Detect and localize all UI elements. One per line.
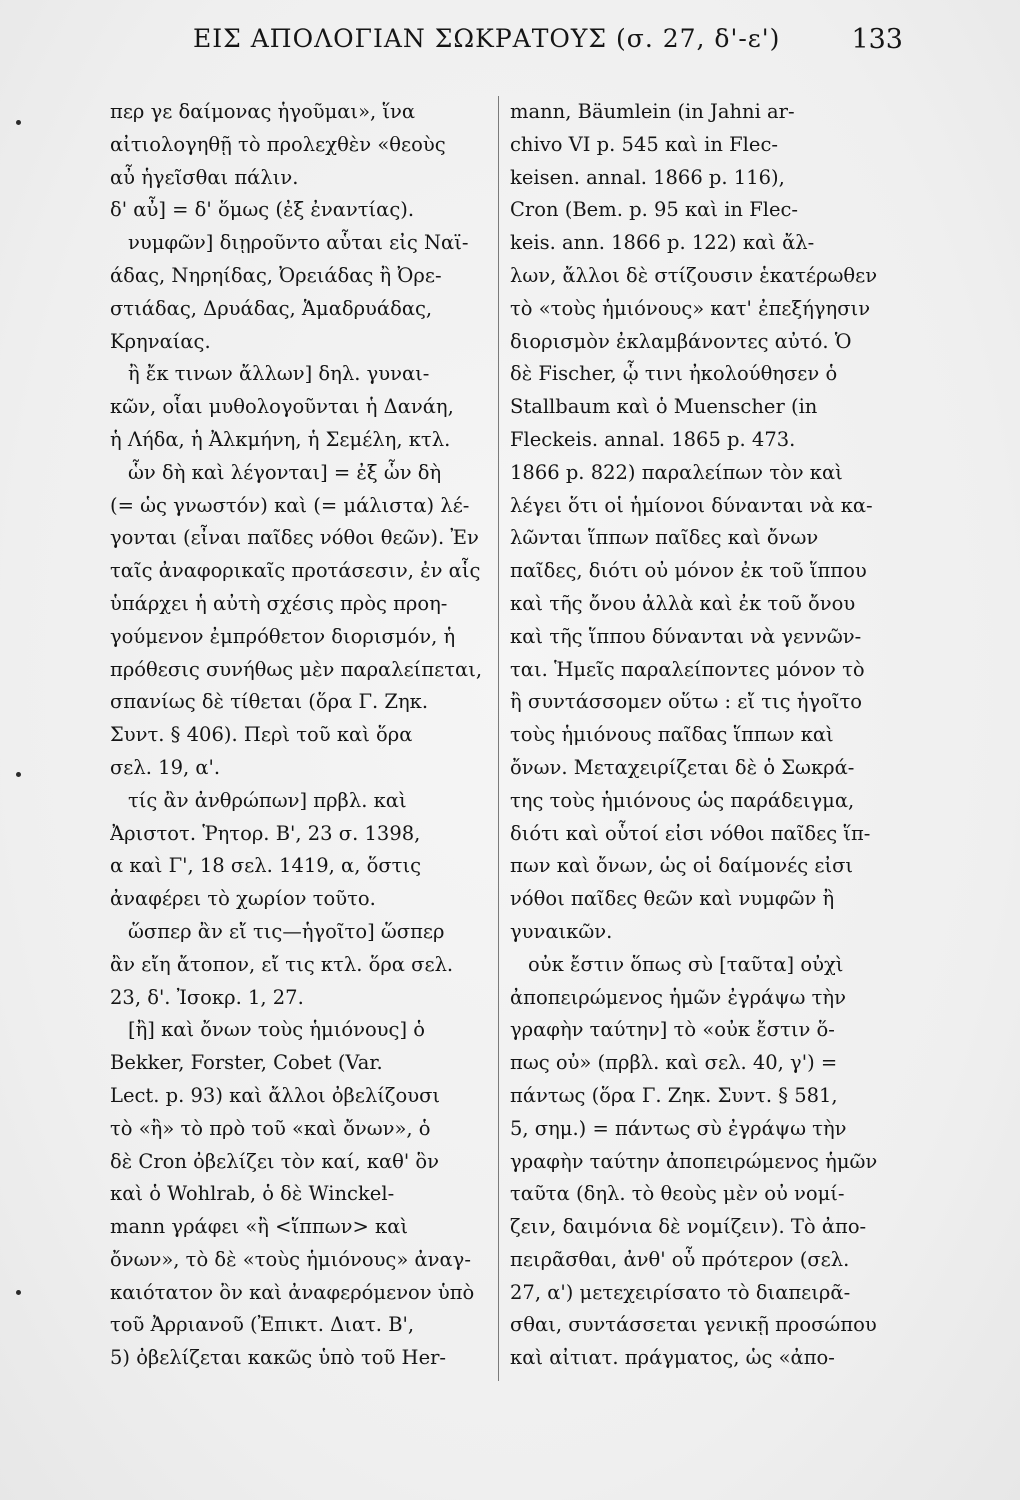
text-line: ὧν δὴ καὶ λέγονται] = ἐξ ὧν δὴ [128,460,442,484]
page-header [193,24,903,58]
text-line: ταῦτα (δηλ. τὸ θεοὺς μὲν οὐ νομί- [510,1182,845,1206]
text-line: σπανίως δὲ τίθεται (ὅρα Γ. Ζηκ. [110,690,429,714]
page-number: 133 [851,24,903,55]
text-line: λέγει ὅτι οἱ ἡμίονοι δύνανται νὰ κα- [510,493,873,517]
text-line: παῖδες, διότι οὐ μόνον ἐκ τοῦ ἵππου [510,559,867,583]
text-line: mann γράφει «ἢ <ἵππων> καὶ [110,1215,409,1239]
text-line: άδας, Νηρηίδας, Ὀρειάδας ἢ Ὀρε- [110,263,442,287]
text-line: γραφὴν ταύτην] τὸ «οὐκ ἔστιν ὅ- [510,1018,835,1042]
text-line: καὶ ὁ Wohlrab, ὁ δὲ Winckel- [110,1182,395,1206]
text-line: ἢ ἔκ τινων ἄλλων] δηλ. γυναι- [128,362,430,386]
text-line: ὄνων», τὸ δὲ «τοὺς ἡμιόνους» ἀναγ- [110,1247,471,1271]
column-divider [498,96,499,1381]
text-line: 1866 p. 822) παραλείπων τὸν καὶ [510,460,843,484]
text-line: αἰτιολογηθῇ τὸ προλεχθὲν «θεοὺς [110,132,446,156]
text-line: τίς ἂν ἀνθρώπων] πρβλ. καὶ [128,788,407,812]
text-line: Stallbaum καὶ ὁ Muenscher (in [510,395,818,419]
text-line: γυναικῶν. [510,919,613,943]
text-line: ἂν εἴη ἄτοπον, εἴ τις κτλ. ὅρα σελ. [110,952,454,976]
text-line: 27, α') μετεχειρίσατο τὸ διαπειρᾶ- [510,1280,851,1304]
text-line: πειρᾶσθαι, ἀνθ' οὗ πρότερον (σελ. [510,1247,850,1271]
text-line: 23, δ'. Ἰσοκρ. 1, 27. [110,985,304,1009]
text-line: Cron (Bem. p. 95 καὶ in Flec- [510,198,799,222]
text-line: ἡ Λήδα, ἡ Ἀλκμήνη, ἡ Σεμέλη, κτλ. [110,427,451,451]
text-line: καὶ τῆς ἵππου δύνανται νὰ γεννῶν- [510,624,862,648]
text-line: οὐκ ἔστιν ὅπως σὺ [ταῦτα] οὐχὶ [528,952,844,976]
text-line: πάντως (ὅρα Γ. Ζηκ. Συντ. § 581, [510,1083,838,1107]
text-line: δὲ Cron ὀβελίζει τὸν καί, καθ' ὃν [110,1149,440,1173]
text-line: Ἀριστοτ. Ῥητορ. Β', 23 σ. 1398, [110,821,421,845]
text-line: κῶν, οἷαι μυθολογοῦνται ἡ Δανάη, [110,395,454,419]
text-line: σελ. 19, α'. [110,755,221,779]
left-column [110,96,492,1375]
text-line: ἢ συντάσσομεν οὕτω : εἴ τις ἡγοῖτο [510,690,863,714]
text-line: τοῦ Ἀρριανοῦ (Ἐπικτ. Διατ. Β', [110,1313,415,1337]
text-line: keisen. annal. 1866 p. 116), [510,165,785,189]
text-line: λῶνται ἵππων παῖδες καὶ ὄνων [510,526,819,550]
text-line: (= ὡς γνωστόν) καὶ (= μάλιστα) λέ- [110,493,470,517]
text-line: καιότατον ὂν καὶ ἀναφερόμενον ὑπὸ [110,1280,475,1304]
text-line: ὥσπερ ἂν εἴ τις—ἡγοῖτο] ὥσπερ [128,919,445,943]
text-line: αὖ ἡγεῖσθαι πάλιν. [110,165,299,189]
text-line: διότι καὶ οὗτοί εἰσι νόθοι παῖδες ἵπ- [510,821,871,845]
text-line: ἀναφέρει τὸ χωρίον τοῦτο. [110,887,376,911]
text-line: [ἢ] καὶ ὄνων τοὺς ἡμιόνους] ὁ [128,1018,426,1042]
text-line: ται. Ἡμεῖς παραλείποντες μόνον τὸ [510,657,865,681]
text-line: καὶ τῆς ὄνου ἀλλὰ καὶ ἐκ τοῦ ὄνου [510,591,856,615]
text-line: Fleckeis. annal. 1865 p. 473. [510,427,796,451]
text-line: διορισμὸν ἐκλαμβάνοντες αὐτό. Ὁ [510,329,852,353]
text-line: chivo VI p. 545 καὶ in Flec- [510,132,778,156]
text-line: τὸ «ἢ» τὸ πρὸ τοῦ «καὶ ὄνων», ὁ [110,1116,431,1140]
text-line: 5) ὀβελίζεται κακῶς ὑπὸ τοῦ Her- [110,1346,447,1370]
text-line: λων, ἄλλοι δὲ στίζουσιν ἑκατέρωθεν [510,263,878,287]
text-line: δὲ Fischer, ᾧ τινι ἠκολούθησεν ὁ [510,362,838,386]
text-line: τοὺς ἡμιόνους παῖδας ἵππων καὶ [510,723,834,747]
text-line: γραφὴν ταύτην ἀποπειρώμενος ἡμῶν [510,1149,878,1173]
margin-mark [16,1290,21,1295]
text-line: ταῖς ἀναφορικαῖς προτάσεσιν, ἐν αἷς [110,559,481,583]
text-line: στιάδας, Δρυάδας, Ἁμαδρυάδας, [110,296,433,320]
text-line: ὑπάρχει ἡ αὐτὴ σχέσις πρὸς προη- [110,591,448,615]
text-line: ἀποπειρώμενος ἡμῶν ἐγράψω τὴν [510,985,846,1009]
text-line: Συντ. § 406). Περὶ τοῦ καὶ ὅρα [110,723,413,747]
text-line: της τοὺς ἡμιόνους ὡς παράδειγμα, [510,788,855,812]
text-line: γονται (εἶναι παῖδες νόθοι θεῶν). Ἐν [110,526,479,550]
text-line: keis. ann. 1866 p. 122) καὶ ἄλ- [510,231,815,255]
text-line: ζειν, δαιμόνια δὲ νομίζειν). Τὸ ἀπο- [510,1215,867,1239]
margin-mark [16,772,21,777]
running-title: ΕΙΣ ΑΠΟΛΟΓΙΑΝ ΣΩΚΡΑΤΟΥΣ (σ. 27, δ'-ε') [193,24,781,53]
text-line: γούμενον ἐμπρόθετον διορισμόν, ἡ [110,624,456,648]
text-line: 5, σημ.) = πάντως σὺ ἐγράψω τὴν [510,1116,847,1140]
text-line: τὸ «τοὺς ἡμιόνους» κατ' ἐπεξήγησιν [510,296,871,320]
text-line: α καὶ Γ', 18 σελ. 1419, α, ὅστις [110,854,422,878]
text-line: καὶ αἰτιατ. πράγματος, ὡς «ἀπο- [510,1346,835,1370]
text-line: πρόθεσις συνήθως μὲν παραλείπεται, [110,657,483,681]
text-line: Κρηναίας. [110,329,211,353]
text-line: δ' αὖ] = δ' ὅμως (ἐξ ἐναντίας). [110,198,415,222]
text-line: Bekker, Forster, Cobet (Var. [110,1051,383,1075]
text-line: περ γε δαίμονας ἡγοῦμαι», ἵνα [110,100,416,123]
text-line: ὄνων. Μεταχειρίζεται δὲ ὁ Σωκρά- [510,755,855,779]
text-line: Lect. p. 93) καὶ ἄλλοι ὀβελίζουσι [110,1083,441,1107]
right-column [510,96,905,1375]
margin-mark [16,120,21,125]
text-line: πων καὶ ὄνων, ὡς οἱ δαίμονές εἰσι [510,854,854,878]
text-line: σθαι, συντάσσεται γενικῇ προσώπου [510,1313,877,1337]
text-line: νόθοι παῖδες θεῶν καὶ νυμφῶν ἢ [510,887,835,911]
text-line: νυμφῶν] διῃροῦντο αὗται εἰς Ναϊ- [128,231,469,255]
text-line: mann, Bäumlein (in Jahni ar- [510,100,795,123]
text-line: πως οὐ» (πρβλ. καὶ σελ. 40, γ') = [510,1051,838,1075]
